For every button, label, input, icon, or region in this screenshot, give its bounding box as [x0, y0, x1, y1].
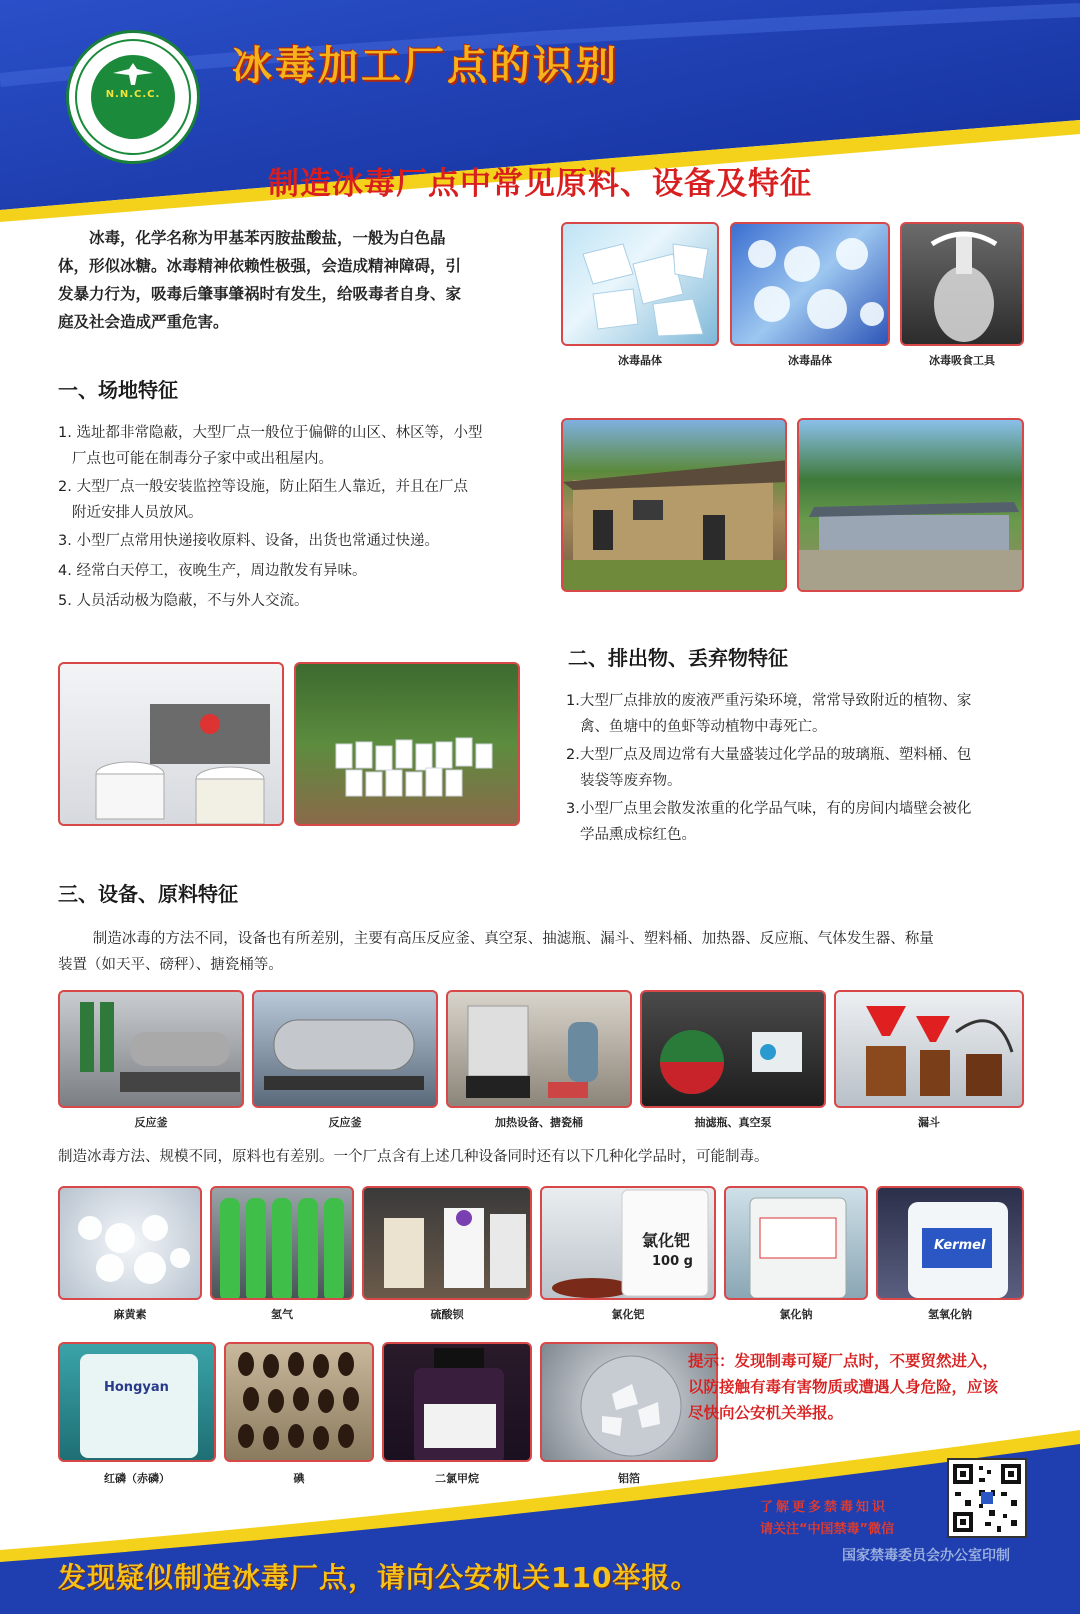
section1-title: 一、场地特征 [58, 378, 178, 402]
caption-chemical: 氯化钯 [611, 1308, 645, 1321]
photo-equipment-flask-pump [640, 990, 826, 1108]
list-item: 3.小型厂点里会散发浓重的化学品气味，有的房间内墙壁会被化 学品熏成棕红色。 [566, 801, 972, 843]
intro-line: 冰毒，化学名称为甲基苯丙胺盐酸盐，一般为白色晶 [89, 229, 446, 247]
photo-discarded-bottles [294, 662, 520, 826]
section3-paragraph1-line: 制造冰毒的方法不同，设备也有所差别，主要有高压反应釜、真空泵、抽滤瓶、漏斗、塑料桶、加热器、反应瓶、气体发生器、称量 [92, 931, 934, 947]
photo-ice-crystals-2 [730, 222, 890, 346]
follow-line-1: 了解更多禁毒知识 [760, 1500, 889, 1515]
caption-chemical: 氢气 [271, 1308, 293, 1321]
photo-lab-buckets [58, 662, 284, 826]
caption-chemical: 碘 [293, 1472, 305, 1485]
photo-chemical-ephedrine [58, 1186, 202, 1300]
list-item: 2. 大型厂点一般安装监控等设施，防止陌生人靠近，并且在厂点 附近安排人员放风。 [58, 479, 468, 521]
section1-list [58, 420, 538, 614]
list-item: 4. 经常白天停工，夜晚生产，周边散发有异味。 [58, 563, 367, 579]
list-item: 3. 小型厂点常用快递接收原料、设备，出货也常通过快递。 [58, 533, 439, 549]
poster-subtitle: 制造冰毒厂点中常见原料、设备及特征 [268, 166, 812, 202]
list-item: 5. 人员活动极为隐蔽，不与外人交流。 [58, 593, 309, 609]
intro-paragraph [58, 224, 528, 336]
eagle-emblem-icon [111, 63, 155, 87]
photo-chemical-hydrogen [210, 1186, 354, 1300]
caption-equipment: 加热设备、搪瓷桶 [495, 1116, 583, 1129]
poster-title: 冰毒加工厂点的识别 [232, 43, 619, 89]
caption-chemical: 二氯甲烷 [435, 1472, 479, 1485]
caption-smoking-tool: 冰毒吸食工具 [929, 354, 995, 367]
intro-line: 庭及社会造成严重危害。 [58, 313, 229, 331]
photo-ice-crystals-1 [561, 222, 719, 346]
section3-paragraph2: 制造冰毒方法、规模不同，原料也有差别。一个厂点含有上述几种设备同时还有以下几种化学品时，可能制毒。 [58, 1149, 769, 1165]
photo-rural-house-1 [561, 418, 787, 592]
photo-chemical-sodium-hydroxide [876, 1186, 1024, 1300]
list-item: 1.大型厂点排放的废液严重污染环境，常常导致附近的植物、家 禽、鱼塘中的鱼虾等动植物中毒死亡。 [566, 693, 972, 735]
caption-chemical: 铝箔 [618, 1472, 640, 1485]
photo-chemical-barium-sulfate [362, 1186, 532, 1300]
photo-equipment-funnel [834, 990, 1024, 1108]
section3-paragraph1 [58, 926, 1028, 978]
commission-logo [66, 30, 200, 164]
photo-equipment-reactor-2 [252, 990, 438, 1108]
logo-initials: N.N.C.C. [105, 89, 161, 100]
section3-paragraph1-line: 装置（如天平、磅秤）、搪瓷桶等。 [58, 957, 283, 973]
caption-chemical: 氯化钠 [779, 1308, 813, 1321]
photo-equipment-heater-bucket [446, 990, 632, 1108]
follow-line-2: 请关注“中国禁毒”微信 [760, 1522, 895, 1537]
caption-equipment: 抽滤瓶、真空泵 [694, 1116, 772, 1129]
caption-chemical: 红磷（赤磷） [104, 1472, 170, 1485]
photo-equipment-reactor-1 [58, 990, 244, 1108]
caption-chemical: 氢氧化钠 [928, 1308, 972, 1321]
bottle-label-hongyan: Hongyan [104, 1380, 169, 1395]
photo-smoking-tool [900, 222, 1024, 346]
tip-line: 提示：发现制毒可疑厂点时，不要贸然进入， [688, 1352, 999, 1370]
section2-title: 二、排出物、丢弃物特征 [568, 646, 788, 670]
tip-line: 尽快向公安机关举报。 [688, 1404, 844, 1422]
photo-chemical-sodium-chloride [724, 1186, 868, 1300]
photo-chemical-palladium-chloride [540, 1186, 716, 1300]
photo-rural-house-2 [797, 418, 1024, 592]
section2-list [566, 688, 1036, 848]
caption-chemical: 硫酸钡 [430, 1308, 464, 1321]
tip-line: 以防接触有毒有害物质或遭遇人身危险，应该 [688, 1378, 999, 1396]
caption-equipment: 漏斗 [918, 1116, 940, 1129]
bottle-label-pdcl-amount: 100 g [652, 1254, 693, 1269]
caption-equipment: 反应釜 [134, 1116, 168, 1129]
bottle-label-kermel: Kermel [934, 1238, 986, 1253]
bottle-label-pdcl: 氯化钯 [642, 1231, 691, 1250]
caption-chemical: 麻黄素 [113, 1308, 147, 1321]
caption-ice-crystals-1: 冰毒晶体 [618, 354, 662, 367]
intro-line: 体，形似冰糖。冰毒精神依赖性极强，会造成精神障碍，引 [58, 257, 462, 275]
footer-slogan: 发现疑似制造冰毒厂点，请向公安机关110举报。 [58, 1561, 700, 1594]
caption-ice-crystals-2: 冰毒晶体 [788, 354, 832, 367]
list-item: 1. 选址都非常隐蔽，大型厂点一般位于偏僻的山区、林区等，小型 厂点也可能在制毒分子家中或出租屋内。 [58, 425, 483, 467]
list-item: 2.大型厂点及周边常有大量盛装过化学品的玻璃瓶、塑料桶、包 装袋等废弃物。 [566, 747, 972, 789]
printer-credit: 国家禁毒委员会办公室印制 [842, 1548, 1010, 1564]
section3-title: 三、设备、原料特征 [58, 882, 238, 906]
caption-equipment: 反应釜 [328, 1116, 362, 1129]
qr-code-icon [947, 1458, 1027, 1538]
intro-line: 发暴力行为，吸毒后肇事肇祸时有发生，给吸毒者自身、家 [58, 285, 462, 303]
